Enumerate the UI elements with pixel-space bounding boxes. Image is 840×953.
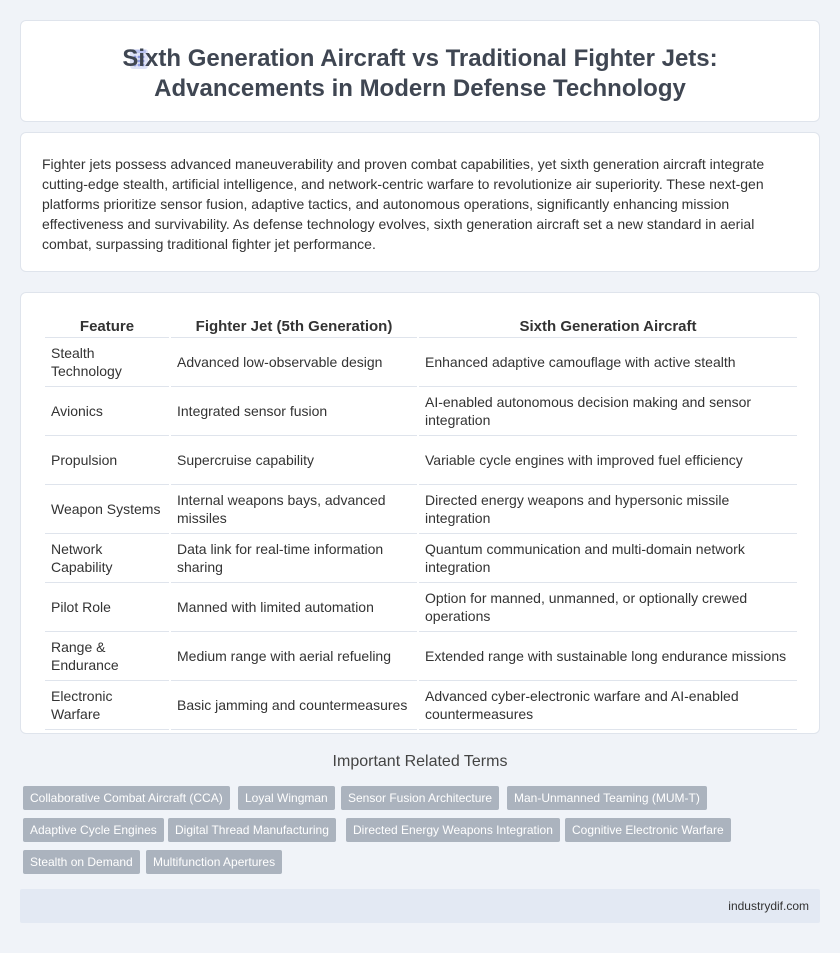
cell-sixth-gen: Option for manned, unmanned, or optionally crewed operations (419, 583, 797, 632)
related-terms-title: Important Related Terms (332, 753, 508, 770)
footer-site: industrydif.com (728, 899, 809, 913)
column-header-sixth-gen: Sixth Generation Aircraft (419, 316, 797, 338)
table-row (45, 583, 797, 632)
column-header-fighter-jet: Fighter Jet (5th Generation) (171, 316, 417, 338)
page-title (122, 44, 717, 104)
cell-fighter-jet: Basic jamming and countermeasures (171, 681, 417, 730)
cell-feature: Range & Endurance (45, 632, 169, 681)
related-term-tag[interactable]: Loyal Wingman (238, 786, 335, 810)
cell-fighter-jet: Integrated sensor fusion (171, 387, 417, 436)
cell-sixth-gen: Enhanced adaptive camouflage with active stealth (419, 338, 797, 387)
cell-feature: Pilot Role (45, 583, 169, 632)
header-card (20, 20, 820, 122)
table-row (45, 632, 797, 681)
page-title-line1: Sixth Generation Aircraft vs Traditional Fighter Jets: (122, 45, 718, 72)
cell-feature: Stealth Technology (45, 338, 169, 387)
cell-fighter-jet: Manned with limited automation (171, 583, 417, 632)
related-term-tag[interactable]: Man-Unmanned Teaming (MUM-T) (507, 786, 707, 810)
cell-sixth-gen: Directed energy weapons and hypersonic missile integration (419, 485, 797, 534)
cell-feature: Propulsion (45, 436, 169, 485)
cell-sixth-gen: Advanced cyber-electronic warfare and AI-enabled countermeasures (419, 681, 797, 730)
column-header-feature: Feature (45, 316, 169, 338)
table-row (45, 534, 797, 583)
intro-card (20, 132, 820, 272)
table-row (45, 681, 797, 730)
cell-sixth-gen: Quantum communication and multi-domain network integration (419, 534, 797, 583)
related-term-tag[interactable]: Collaborative Combat Aircraft (CCA) (23, 786, 230, 810)
table-row (45, 485, 797, 534)
related-term-tag[interactable]: Directed Energy Weapons Integration (346, 818, 560, 842)
page-title-line2: Advancements in Modern Defense Technology (154, 75, 686, 102)
related-term-tag[interactable]: Multifunction Apertures (146, 850, 282, 874)
cell-fighter-jet: Advanced low-observable design (171, 338, 417, 387)
cell-fighter-jet: Medium range with aerial refueling (171, 632, 417, 681)
cell-fighter-jet: Data link for real-time information sharing (171, 534, 417, 583)
cell-feature: Network Capability (45, 534, 169, 583)
cell-sixth-gen: Variable cycle engines with improved fuel efficiency (419, 436, 797, 485)
related-term-tag[interactable]: Sensor Fusion Architecture (341, 786, 499, 810)
related-term-tag[interactable]: Stealth on Demand (23, 850, 140, 874)
comparison-table (43, 316, 799, 730)
table-row (45, 436, 797, 485)
cell-feature: Avionics (45, 387, 169, 436)
related-term-tag[interactable]: Digital Thread Manufacturing (168, 818, 336, 842)
intro-paragraph: Fighter jets possess advanced maneuverability and proven combat capabilities, yet sixth generation aircraft integrate cutting-edge stealth, artificial intelligence, and network-centric warfare to revolutionize air superiority. These next-gen platforms prioritize sensor fusion, adaptive tactics, and autonomous operations, significantly enhancing mission effectiveness and survivability. As defense technology evolves, sixth generation aircraft set a new standard in aerial combat, surpassing traditional fighter jet performance. (42, 156, 765, 252)
comparison-table-card (20, 292, 820, 734)
cell-sixth-gen: AI-enabled autonomous decision making and sensor integration (419, 387, 797, 436)
table-row (45, 338, 797, 387)
related-term-tag[interactable]: Cognitive Electronic Warfare (565, 818, 731, 842)
cell-fighter-jet: Supercruise capability (171, 436, 417, 485)
cell-sixth-gen: Extended range with sustainable long endurance missions (419, 632, 797, 681)
table-row (45, 387, 797, 436)
related-term-tag[interactable]: Adaptive Cycle Engines (23, 818, 164, 842)
cell-fighter-jet: Internal weapons bays, advanced missiles (171, 485, 417, 534)
table-header-row (45, 316, 797, 338)
footer (20, 889, 820, 923)
cell-feature: Weapon Systems (45, 485, 169, 534)
cell-feature: Electronic Warfare (45, 681, 169, 730)
